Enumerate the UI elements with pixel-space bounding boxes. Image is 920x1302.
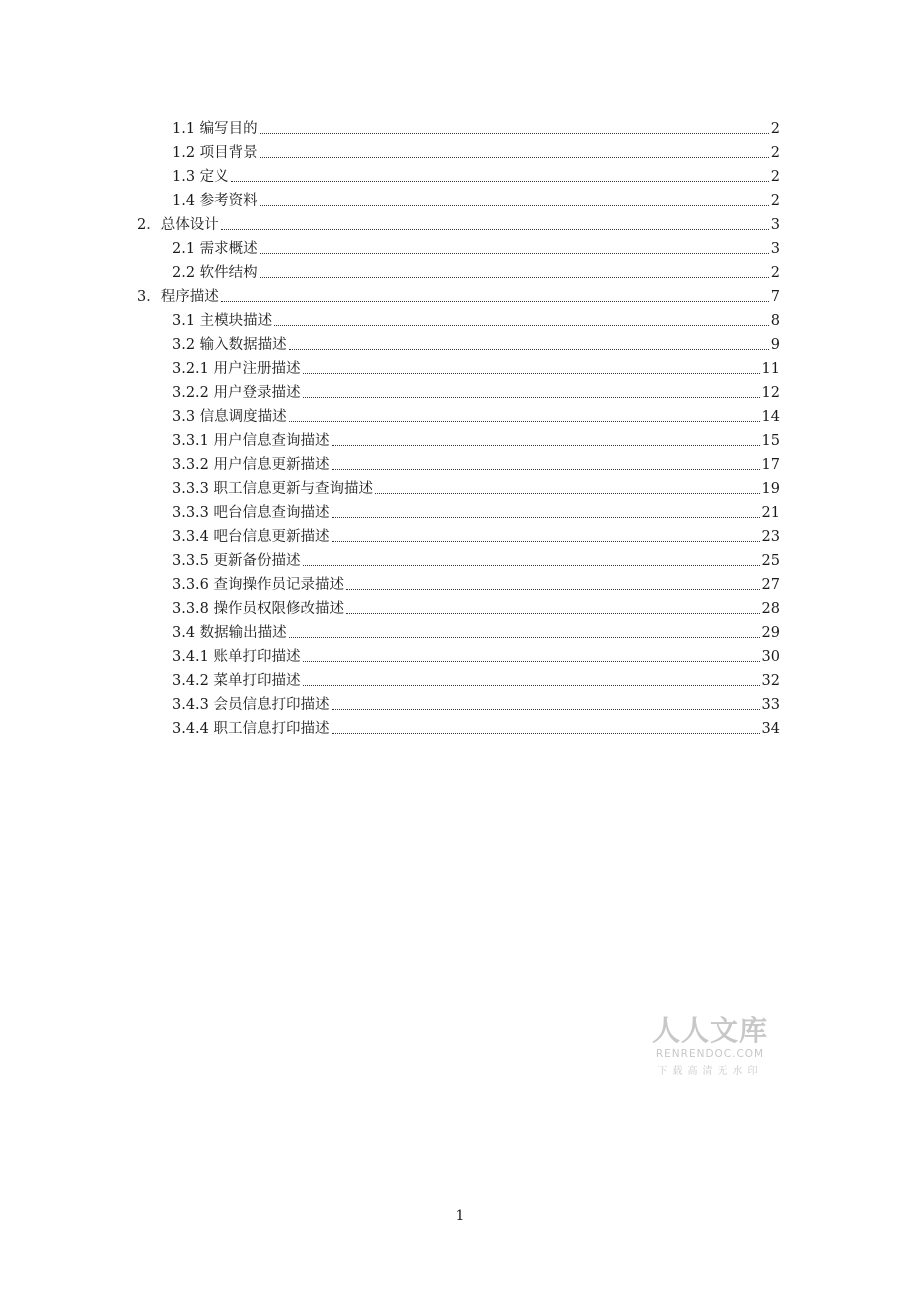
toc-leader-dots [346, 589, 760, 590]
toc-entry-page: 15 [761, 433, 780, 449]
toc-entry[interactable] [172, 306, 920, 330]
toc-leader-dots [303, 661, 760, 662]
toc-entry[interactable] [172, 594, 920, 618]
toc-entry-page: 14 [761, 409, 780, 425]
toc-entry-title: 3.4.3 会员信息打印描述 [172, 697, 330, 713]
toc-entry-page: 2 [770, 145, 780, 161]
toc-entry-page: 2 [770, 121, 780, 137]
toc-entry-title: 3.2 输入数据描述 [172, 337, 287, 353]
toc-entry[interactable] [172, 138, 920, 162]
table-of-contents [0, 114, 920, 738]
toc-entry-title: 3.3.4 吧台信息更新描述 [172, 529, 330, 545]
toc-entry-page: 12 [761, 385, 780, 401]
toc-entry-page: 17 [761, 457, 780, 473]
toc-entry-page: 3 [770, 217, 780, 233]
toc-entry-title: 3.2.1 用户注册描述 [172, 361, 301, 377]
toc-leader-dots [332, 733, 760, 734]
toc-entry-page: 30 [761, 649, 780, 665]
toc-leader-dots [303, 565, 760, 566]
toc-entry[interactable] [172, 450, 920, 474]
toc-entry-title: 3．程序描述 [137, 289, 219, 305]
toc-leader-dots [260, 253, 769, 254]
toc-leader-dots [260, 205, 769, 206]
toc-entry[interactable] [172, 618, 920, 642]
toc-entry-page: 7 [770, 289, 780, 305]
toc-entry-page: 34 [761, 721, 780, 737]
watermark-tagline: 下载高清无水印 [657, 1066, 763, 1077]
toc-entry-page: 19 [761, 481, 780, 497]
toc-entry-title: 1.1 编写目的 [172, 121, 258, 137]
toc-leader-dots [375, 493, 760, 494]
toc-entry-page: 25 [761, 553, 780, 569]
toc-entry-title: 2．总体设计 [137, 217, 219, 233]
toc-entry[interactable] [172, 690, 920, 714]
toc-leader-dots [260, 157, 769, 158]
toc-entry-page: 33 [761, 697, 780, 713]
toc-entry[interactable] [172, 258, 920, 282]
watermark-domain: RENRENDOC.COM [655, 1048, 765, 1060]
toc-leader-dots [260, 133, 769, 134]
toc-entry-title: 3.4 数据输出描述 [172, 625, 287, 641]
toc-entry[interactable] [172, 402, 920, 426]
toc-leader-dots [274, 325, 769, 326]
toc-entry-title: 3.3 信息调度描述 [172, 409, 287, 425]
toc-entry-page: 11 [761, 361, 780, 377]
toc-entry-title: 3.4.2 菜单打印描述 [172, 673, 301, 689]
toc-entry-title: 1.3 定义 [172, 169, 229, 185]
toc-leader-dots [303, 685, 760, 686]
toc-leader-dots [303, 373, 760, 374]
toc-entry-title: 3.3.2 用户信息更新描述 [172, 457, 330, 473]
toc-entry[interactable] [172, 498, 920, 522]
toc-leader-dots [260, 277, 769, 278]
toc-entry-page: 2 [770, 169, 780, 185]
toc-entry[interactable] [172, 570, 920, 594]
toc-entry-title: 1.2 项目背景 [172, 145, 258, 161]
toc-entry-title: 3.3.1 用户信息查询描述 [172, 433, 330, 449]
toc-entry-title: 3.3.8 操作员权限修改描述 [172, 601, 345, 617]
toc-entry-page: 29 [761, 625, 780, 641]
toc-leader-dots [346, 613, 760, 614]
toc-entry[interactable] [172, 714, 920, 738]
watermark-logo: 人人文库 [651, 1014, 768, 1047]
toc-entry-page: 23 [761, 529, 780, 545]
toc-entry-title: 3.3.3 吧台信息查询描述 [172, 505, 330, 521]
toc-leader-dots [289, 421, 760, 422]
toc-leader-dots [332, 517, 760, 518]
toc-entry-title: 2.1 需求概述 [172, 241, 258, 257]
toc-entry-title: 2.2 软件结构 [172, 265, 258, 281]
toc-entry[interactable] [172, 186, 920, 210]
toc-entry-page: 8 [770, 313, 780, 329]
toc-leader-dots [221, 301, 769, 302]
toc-entry[interactable] [172, 114, 920, 138]
toc-leader-dots [332, 541, 760, 542]
toc-entry-page: 9 [770, 337, 780, 353]
toc-entry-page: 27 [761, 577, 780, 593]
toc-entry[interactable] [172, 642, 920, 666]
toc-entry[interactable] [137, 210, 920, 234]
toc-entry[interactable] [172, 234, 920, 258]
toc-entry-title: 3.3.6 查询操作员记录描述 [172, 577, 345, 593]
toc-leader-dots [289, 637, 760, 638]
toc-entry[interactable] [172, 354, 920, 378]
toc-entry-page: 3 [770, 241, 780, 257]
toc-entry[interactable] [172, 546, 920, 570]
toc-entry[interactable] [172, 162, 920, 186]
toc-entry[interactable] [172, 474, 920, 498]
toc-entry-title: 3.3.5 更新备份描述 [172, 553, 301, 569]
toc-entry[interactable] [172, 378, 920, 402]
toc-leader-dots [221, 229, 769, 230]
toc-entry[interactable] [172, 330, 920, 354]
toc-leader-dots [332, 469, 760, 470]
toc-entry-title: 3.4.4 职工信息打印描述 [172, 721, 330, 737]
toc-leader-dots [332, 445, 760, 446]
page-number: 1 [455, 1208, 465, 1224]
toc-entry-title: 3.2.2 用户登录描述 [172, 385, 301, 401]
toc-entry[interactable] [137, 282, 920, 306]
toc-entry-title: 1.4 参考资料 [172, 193, 258, 209]
toc-entry-title: 3.3.3 职工信息更新与查询描述 [172, 481, 374, 497]
watermark [648, 1015, 772, 1077]
toc-entry[interactable] [172, 426, 920, 450]
toc-entry-page: 2 [770, 193, 780, 209]
toc-leader-dots [289, 349, 769, 350]
toc-leader-dots [231, 181, 769, 182]
toc-leader-dots [332, 709, 760, 710]
toc-entry[interactable] [172, 666, 920, 690]
toc-entry-page: 28 [761, 601, 780, 617]
toc-entry-title: 3.1 主模块描述 [172, 313, 273, 329]
toc-leader-dots [303, 397, 760, 398]
toc-entry-title: 3.4.1 账单打印描述 [172, 649, 301, 665]
toc-entry-page: 21 [761, 505, 780, 521]
toc-entry[interactable] [172, 522, 920, 546]
toc-entry-page: 2 [770, 265, 780, 281]
toc-entry-page: 32 [761, 673, 780, 689]
